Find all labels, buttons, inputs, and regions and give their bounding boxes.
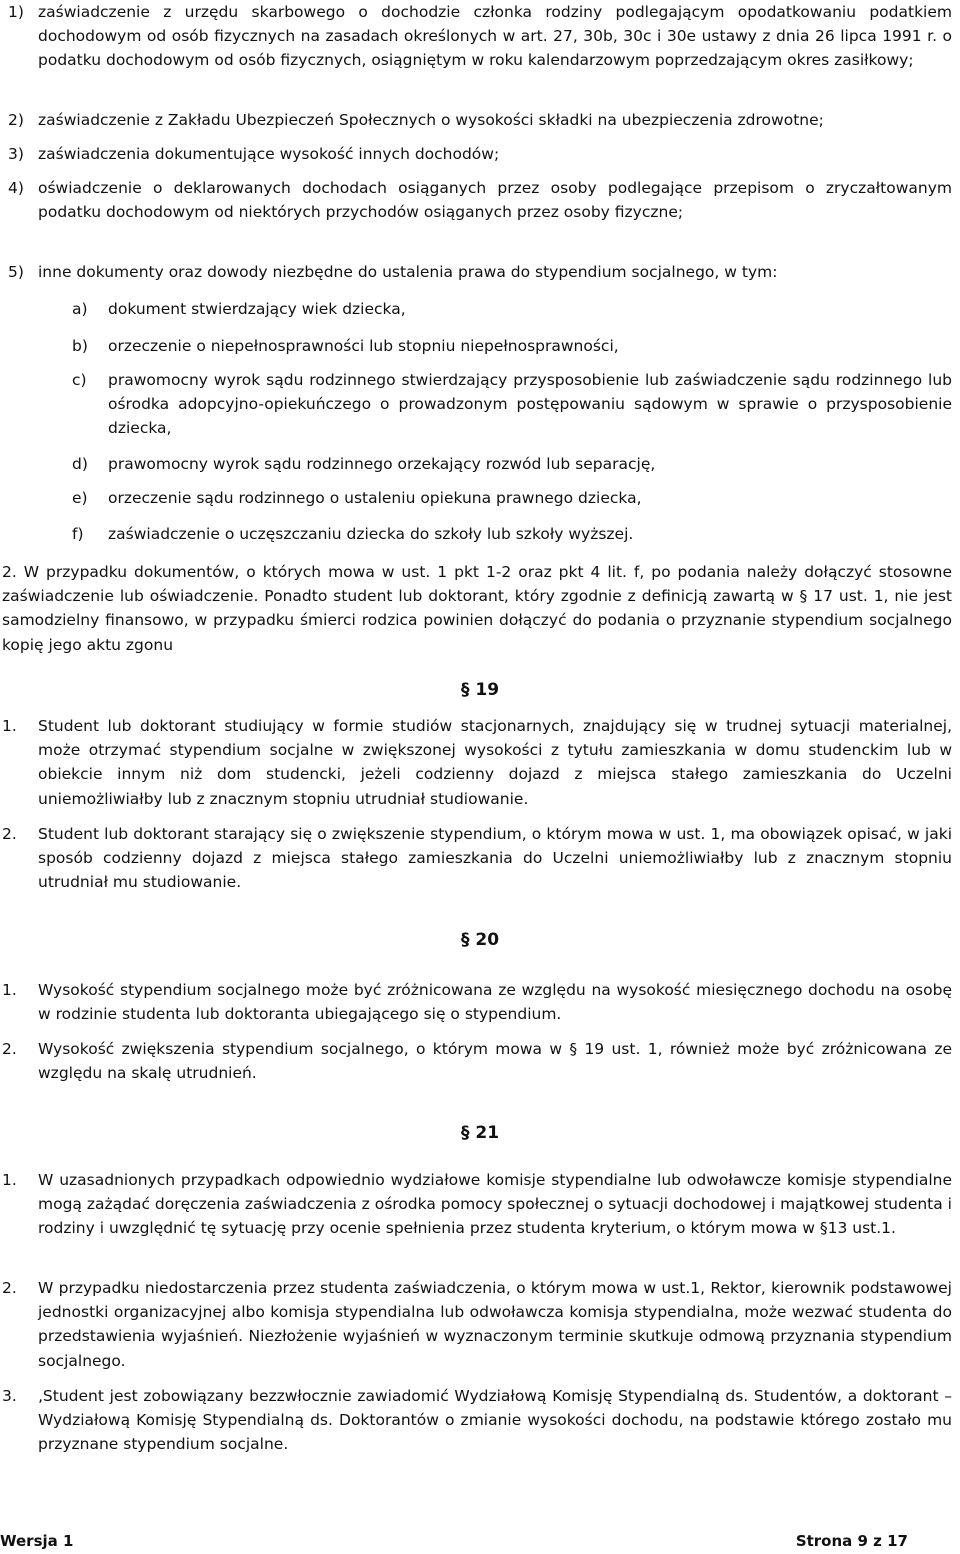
paragraph-text: W przypadku dokumentów, o których mowa w ust. 1 pkt 1-2 oraz pkt 4 lit. f, po podania należy dołączyć stosowne zaświadczenie lub oświadczenie. Ponadto student lub doktorant, który zgodnie z definicją zawartą w § 17 ust. 1, nie jest samodzielny finansowo, w przypadku śmierci rodzica powinien dołączyć do podania o przyznanie stypendium socjalnego kopię jego aktu zgonu	[2, 563, 952, 654]
sublist-item	[72, 297, 952, 321]
section-20-item	[2, 978, 952, 1026]
item-number: 1.	[2, 717, 17, 735]
list-text: zaświadczenia dokumentujące wysokość innych dochodów;	[38, 145, 500, 163]
section-21-item	[2, 1384, 952, 1457]
sublist-text: dokument stwierdzający wiek dziecka,	[108, 300, 406, 318]
sublist-item	[72, 522, 952, 546]
list-text: inne dokumenty oraz dowody niezbędne do ustalenia prawa do stypendium socjalnego, w tym:	[38, 263, 778, 281]
list-number: 2)	[8, 111, 24, 129]
sublist-item	[72, 334, 952, 358]
footer-version: Wersja 1	[0, 1532, 74, 1550]
list-item	[8, 142, 952, 166]
section-19-item	[2, 822, 952, 895]
item-number: 3.	[2, 1387, 17, 1405]
list-item	[8, 108, 952, 132]
item-text: Student lub doktorant starający się o zwiększenie stypendium, o którym mowa w ust. 1, ma obowiązek opisać, w jaki sposób codzienny dojazd z miejsca stałego zamieszkania do Uczelni uniemożliwiałby lub z znacznym stopniu utrudniał mu studiowanie.	[38, 825, 952, 892]
item-text: ‚Student jest zobowiązany bezzwłocznie zawiadomić Wydziałową Komisję Stypendialną ds. Studentów, a doktorant – Wydziałową Komisję Stypendialną ds. Doktorantów o zmianie wysokości dochodu, na podstawie którego zostało mu przyznane stypendium socjalne.	[38, 1387, 952, 1454]
sublist-text: orzeczenie sądu rodzinnego o ustaleniu opiekuna prawnego dziecka,	[108, 489, 642, 507]
sublist-text: prawomocny wyrok sądu rodzinnego orzekający rozwód lub separację,	[108, 455, 656, 473]
sublist-item	[72, 486, 952, 510]
list-number: 5)	[8, 263, 24, 281]
item-text: W przypadku niedostarczenia przez studenta zaświadczenia, o którym mowa w ust.1, Rektor, kierownik podstawowej jednostki organizacyjnej albo komisja stypendialna lub odwoławcza komisja stypendialna, może wezwać studenta do przedstawienia wyjaśnień. Niezłożenie wyjaśnień w wyznaczonym terminie skutkuje odmową przyznania stypendium socjalnego.	[38, 1279, 952, 1370]
item-number: 2.	[2, 1040, 17, 1058]
item-text: Wysokość zwiększenia stypendium socjalnego, o którym mowa w § 19 ust. 1, również może być zróżnicowana ze względu na skalę utrudnień.	[38, 1040, 952, 1083]
sublist-letter: f)	[72, 525, 84, 543]
section-20-item	[2, 1037, 952, 1085]
list-text: zaświadczenie z Zakładu Ubezpieczeń Społecznych o wysokości składki na ubezpieczenia zdrowotne;	[38, 111, 824, 129]
paragraph-2	[2, 560, 952, 657]
list-number: 1)	[8, 3, 24, 21]
sublist-text: prawomocny wyrok sądu rodzinnego stwierdzający przysposobienie lub zaświadczenie sądu rodzinnego lub ośrodka adopcyjno-opiekuńczego o prowadzonym postępowaniu sądowym w sprawie o przysposobienie dziecka,	[108, 371, 952, 438]
list-item	[8, 0, 952, 73]
sublist-letter: d)	[72, 455, 88, 473]
sublist-letter: b)	[72, 337, 88, 355]
list-item	[8, 176, 952, 224]
list-text: zaświadczenie z urzędu skarbowego o dochodzie członka rodziny podlegającym opodatkowaniu podatkiem dochodowym od osób fizycznych na zasadach określonych w art. 27, 30b, 30c i 30e ustawy z dnia 26 lipca 1991 r. o podatku dochodowym od osób fizycznych, osiągniętym w roku kalendarzowym poprzedzającym okres zasiłkowy;	[38, 3, 952, 70]
sublist-item	[72, 452, 952, 476]
sublist-item	[72, 368, 952, 441]
sublist-letter: c)	[72, 371, 87, 389]
list-text: oświadczenie o deklarowanych dochodach osiąganych przez osoby podlegające przepisom o zryczałtowanym podatku dochodowym od niektórych przychodów osiąganych przez osoby fizyczne;	[38, 179, 952, 222]
section-21-item	[2, 1168, 952, 1241]
list-number: 4)	[8, 179, 24, 197]
section-heading-19: § 19	[460, 680, 500, 700]
sublist-text: zaświadczenie o uczęszczaniu dziecka do szkoły lub szkoły wyższej.	[108, 525, 634, 543]
paragraph-number: 2.	[2, 563, 17, 581]
item-text: Wysokość stypendium socjalnego może być zróżnicowana ze względu na wysokość miesięcznego dochodu na osobę w rodzinie studenta lub doktoranta ubiegającego się o stypendium.	[38, 981, 952, 1024]
section-heading-21: § 21	[460, 1123, 500, 1143]
item-number: 2.	[2, 1279, 17, 1297]
sublist-letter: a)	[72, 300, 88, 318]
footer-page-number: Strona 9 z 17	[795, 1532, 908, 1550]
sublist-text: orzeczenie o niepełnosprawności lub stopniu niepełnosprawności,	[108, 337, 619, 355]
item-number: 2.	[2, 825, 17, 843]
section-heading-20: § 20	[460, 930, 500, 950]
list-item	[8, 260, 952, 284]
item-number: 1.	[2, 1171, 17, 1189]
section-19-item	[2, 714, 952, 811]
sublist-letter: e)	[72, 489, 88, 507]
item-text: Student lub doktorant studiujący w formie studiów stacjonarnych, znajdujący się w trudnej sytuacji materialnej, może otrzymać stypendium socjalne w zwiększonej wysokości z tytułu zamieszkania w domu studenckim lub w obiekcie innym niż dom studencki, jeżeli codzienny dojazd z miejsca stałego zamieszkania do Uczelni uniemożliwiałby lub z znacznym stopniu utrudniał studiowanie.	[38, 717, 952, 808]
item-number: 1.	[2, 981, 17, 999]
item-text: W uzasadnionych przypadkach odpowiednio wydziałowe komisje stypendialne lub odwoławcze komisje stypendialne mogą zażądać doręczenia zaświadczenia z ośrodka pomocy społecznej o sytuacji dochodowej i majątkowej studenta i rodziny i uwzględnić tę sytuację przy ocenie spełnienia przez studenta kryterium, o którym mowa w §13 ust.1.	[38, 1171, 952, 1238]
section-21-item	[2, 1276, 952, 1373]
list-number: 3)	[8, 145, 24, 163]
